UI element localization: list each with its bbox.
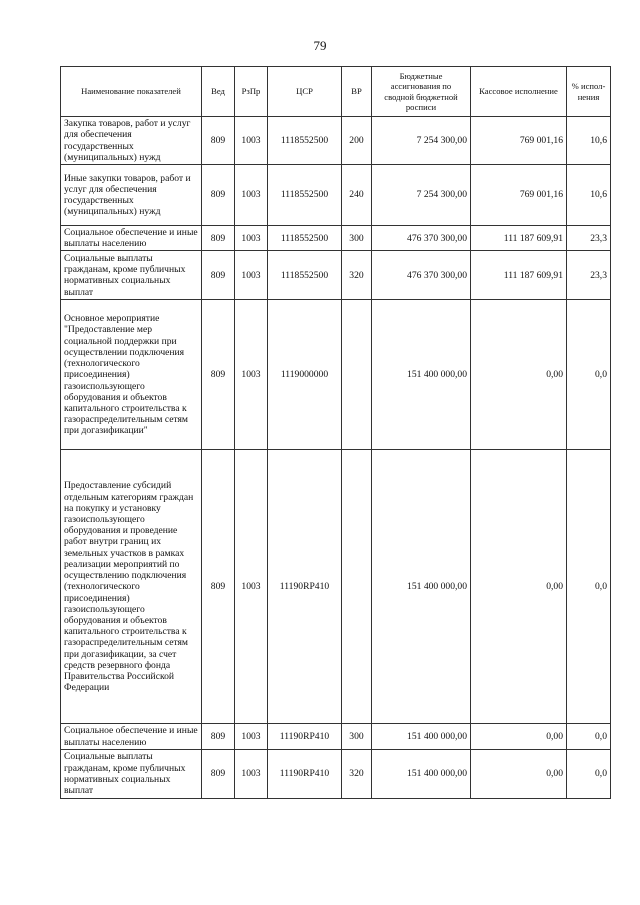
row-csr: 1118552500 (268, 165, 342, 226)
row-csr: 1118552500 (268, 117, 342, 165)
row-vr: 300 (342, 724, 372, 749)
row-csr: 1119000000 (268, 300, 342, 450)
row-rzpr: 1003 (235, 117, 268, 165)
row-ved: 809 (202, 724, 235, 749)
budget-execution-table (60, 66, 611, 799)
row-vr: 300 (342, 226, 372, 251)
table-row (61, 226, 611, 251)
row-assigned: 476 370 300,00 (372, 251, 471, 300)
row-vr: 200 (342, 117, 372, 165)
row-percent: 0,0 (567, 450, 611, 724)
row-rzpr: 1003 (235, 450, 268, 724)
row-csr: 11190RP410 (268, 749, 342, 798)
row-executed: 0,00 (471, 450, 567, 724)
row-name: Социальное обеспечение и иные выплаты населению (61, 724, 202, 749)
row-assigned: 476 370 300,00 (372, 226, 471, 251)
row-percent: 23,3 (567, 251, 611, 300)
row-percent: 0,0 (567, 724, 611, 749)
row-csr: 1118552500 (268, 226, 342, 251)
row-ved: 809 (202, 749, 235, 798)
row-rzpr: 1003 (235, 724, 268, 749)
header-rzpr: РзПр (235, 67, 268, 117)
row-percent: 0,0 (567, 749, 611, 798)
row-percent: 0,0 (567, 300, 611, 450)
row-percent: 23,3 (567, 226, 611, 251)
row-percent: 10,6 (567, 165, 611, 226)
row-assigned: 151 400 000,00 (372, 300, 471, 450)
row-assigned: 151 400 000,00 (372, 724, 471, 749)
row-csr: 1118552500 (268, 251, 342, 300)
row-vr: 240 (342, 165, 372, 226)
row-name: Социальные выплаты гражданам, кроме публичных нормативных социальных выплат (61, 251, 202, 300)
row-ved: 809 (202, 450, 235, 724)
row-name: Иные закупки товаров, работ и услуг для обеспечения государственных (муниципальных) нужд (61, 165, 202, 226)
row-executed: 769 001,16 (471, 165, 567, 226)
row-name: Предоставление субсидий отдельным категориям граждан на покупку и установку газоиспользующего оборудования и проведение работ внутри границ их земельных участков в рамках реализации мероприятий по осуществлению подключения (технологического присоединения) газоиспользующего оборудования и объектов капитального строительства к газораспределительным сетям при догазификации, за счет средств резервного фонда Правительства Российской Федерации (61, 450, 202, 724)
header-vr: ВР (342, 67, 372, 117)
row-csr: 11190RP410 (268, 450, 342, 724)
table-row (61, 300, 611, 450)
row-percent: 10,6 (567, 117, 611, 165)
row-name: Закупка товаров, работ и услуг для обеспечения государственных (муниципальных) нужд (61, 117, 202, 165)
row-rzpr: 1003 (235, 165, 268, 226)
table-row (61, 724, 611, 749)
row-vr: 320 (342, 251, 372, 300)
row-ved: 809 (202, 226, 235, 251)
row-name: Социальные выплаты гражданам, кроме публичных нормативных социальных выплат (61, 749, 202, 798)
header-executed: Кассовое исполнение (471, 67, 567, 117)
row-ved: 809 (202, 300, 235, 450)
table-header-row (61, 67, 611, 117)
page-number: 79 (313, 38, 327, 53)
row-executed: 0,00 (471, 724, 567, 749)
row-assigned: 7 254 300,00 (372, 165, 471, 226)
row-csr: 11190RP410 (268, 724, 342, 749)
row-name: Социальное обеспечение и иные выплаты населению (61, 226, 202, 251)
header-ved: Вед (202, 67, 235, 117)
header-assigned: Бюджетные ассигнования по сводной бюджетной росписи (372, 67, 471, 117)
table-row (61, 117, 611, 165)
row-ved: 809 (202, 165, 235, 226)
row-vr (342, 300, 372, 450)
row-rzpr: 1003 (235, 749, 268, 798)
row-rzpr: 1003 (235, 251, 268, 300)
row-executed: 0,00 (471, 749, 567, 798)
row-vr: 320 (342, 749, 372, 798)
row-vr (342, 450, 372, 724)
row-assigned: 7 254 300,00 (372, 117, 471, 165)
table-row (61, 450, 611, 724)
row-assigned: 151 400 000,00 (372, 749, 471, 798)
table-row (61, 251, 611, 300)
table-row (61, 165, 611, 226)
row-assigned: 151 400 000,00 (372, 450, 471, 724)
row-rzpr: 1003 (235, 226, 268, 251)
row-executed: 111 187 609,91 (471, 251, 567, 300)
row-ved: 809 (202, 117, 235, 165)
header-name: Наименование показателей (61, 67, 202, 117)
row-executed: 769 001,16 (471, 117, 567, 165)
row-name: Основное мероприятие "Предоставление мер социальной поддержки при осуществлении подключения (технологического присоединения) газоиспользующего оборудования и объектов капитального строительства к газораспределительным сетям при догазификации" (61, 300, 202, 450)
row-rzpr: 1003 (235, 300, 268, 450)
table-row (61, 749, 611, 798)
row-ved: 809 (202, 251, 235, 300)
header-csr: ЦСР (268, 67, 342, 117)
header-percent: % испол-нения (567, 67, 611, 117)
row-executed: 111 187 609,91 (471, 226, 567, 251)
row-executed: 0,00 (471, 300, 567, 450)
